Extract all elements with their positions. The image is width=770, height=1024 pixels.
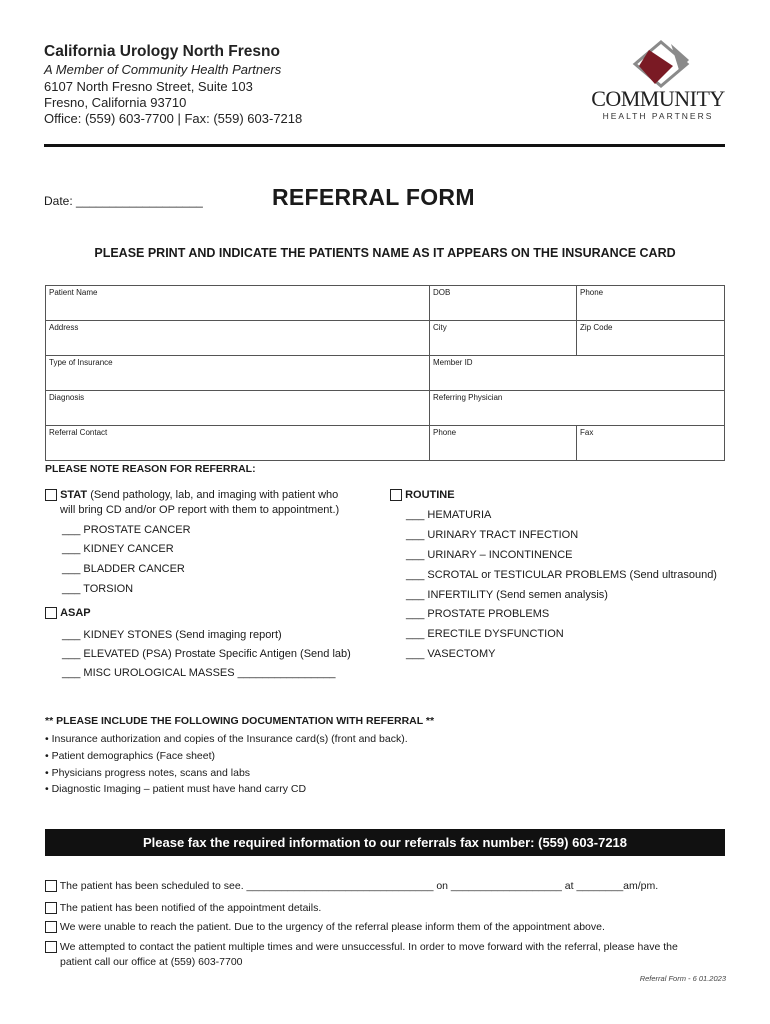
routine-item[interactable]: ___ PROSTATE PROBLEMS (406, 608, 550, 620)
asap-checkbox[interactable] (45, 607, 57, 619)
followup-continuation: patient call our office at (559) 603-7700 (60, 956, 243, 968)
form-title: REFERRAL FORM (272, 184, 475, 210)
documentation-item: • Physicians progress notes, scans and labs (45, 767, 251, 779)
asap-item[interactable]: ___ ELEVATED (PSA) Prostate Specific Antigen (Send lab) (62, 648, 351, 660)
header-divider (44, 144, 725, 147)
form-version: Referral Form - 6 01.2023 (639, 974, 726, 983)
documentation-item: • Insurance authorization and copies of the Insurance card(s) (front and back). (45, 733, 408, 745)
patient-name-field[interactable]: Patient Name (46, 286, 430, 321)
address-line-1: 6107 North Fresno Street, Suite 103 (44, 79, 253, 94)
routine-label: ROUTINE (405, 489, 455, 501)
followup-checkbox[interactable] (45, 941, 57, 953)
followup-notified[interactable] (45, 902, 321, 914)
routine-checkbox[interactable] (390, 489, 402, 501)
followup-checkbox[interactable] (45, 902, 57, 914)
city-field[interactable]: City (430, 321, 577, 356)
stat-note-continued: will bring CD and/or OP report with them to appointment.) (60, 504, 340, 516)
logo-subtext: HEALTH PARTNERS (602, 111, 714, 121)
documentation-heading: ** PLEASE INCLUDE THE FOLLOWING DOCUMENTATION WITH REFERRAL ** (45, 715, 435, 727)
routine-item[interactable]: ___ SCROTAL or TESTICULAR PROBLEMS (Send ultrasound) (406, 569, 717, 581)
referring-physician-field[interactable]: Referring Physician (430, 391, 725, 426)
routine-item[interactable]: ___ HEMATURIA (406, 509, 492, 521)
reason-heading: PLEASE NOTE REASON FOR REFERRAL: (45, 463, 256, 475)
followup-unable[interactable] (45, 921, 605, 933)
asap-label: ASAP (60, 607, 91, 619)
stat-option[interactable] (45, 489, 338, 501)
insurance-field[interactable]: Type of Insurance (46, 356, 430, 391)
diagnosis-field[interactable]: Diagnosis (46, 391, 430, 426)
stat-item[interactable]: ___ TORSION (62, 583, 134, 595)
zip-field[interactable]: Zip Code (577, 321, 725, 356)
stat-item[interactable]: ___ BLADDER CANCER (62, 563, 185, 575)
routine-item[interactable]: ___ INFERTILITY (Send semen analysis) (406, 589, 608, 601)
date-field[interactable]: Date: ___________________ (44, 194, 203, 208)
stat-item[interactable]: ___ PROSTATE CANCER (62, 524, 191, 536)
contact-phone-field[interactable]: Phone (430, 426, 577, 461)
asap-option[interactable] (45, 607, 91, 619)
phone-fax-line: Office: (559) 603-7700 | Fax: (559) 603-7218 (44, 111, 303, 126)
followup-checkbox[interactable] (45, 921, 57, 933)
routine-item[interactable]: ___ ERECTILE DYSFUNCTION (406, 628, 564, 640)
followup-checkbox[interactable] (45, 880, 57, 892)
stat-note: (Send pathology, lab, and imaging with patient who (90, 489, 339, 501)
dob-field[interactable]: DOB (430, 286, 577, 321)
followup-attempted[interactable] (45, 941, 678, 953)
documentation-item: • Patient demographics (Face sheet) (45, 750, 216, 762)
member-line: A Member of Community Health Partners (44, 62, 282, 77)
phone-field[interactable]: Phone (577, 286, 725, 321)
patient-info-table (45, 285, 725, 461)
followup-scheduled[interactable] (45, 880, 658, 892)
community-health-logo (583, 36, 733, 126)
referral-contact-field[interactable]: Referral Contact (46, 426, 430, 461)
followup-text: The patient has been notified of the appointment details. (59, 902, 322, 914)
stat-label: STAT (60, 489, 88, 501)
address-field[interactable]: Address (46, 321, 430, 356)
stat-item[interactable]: ___ KIDNEY CANCER (62, 543, 174, 555)
asap-item[interactable]: ___ MISC UROLOGICAL MASSES ________________ (62, 667, 336, 679)
routine-option[interactable] (390, 489, 455, 501)
practice-name: California Urology North Fresno (44, 43, 280, 60)
documentation-item: • Diagnostic Imaging – patient must have hand carry CD (45, 783, 307, 795)
followup-text: The patient has been scheduled to see. ________________________________ on ___________________ at ________am/pm. (59, 880, 659, 892)
followup-text: We attempted to contact the patient multiple times and were unsuccessful. In order to move forward with the referral, please have the (59, 941, 678, 953)
address-line-2: Fresno, California 93710 (44, 95, 187, 110)
routine-item[interactable]: ___ URINARY TRACT INFECTION (406, 529, 579, 541)
routine-item[interactable]: ___ VASECTOMY (406, 648, 496, 660)
fax-banner: Please fax the required information to our referrals fax number: (559) 603-7218 (45, 829, 725, 856)
stat-checkbox[interactable] (45, 489, 57, 501)
member-id-field[interactable]: Member ID (430, 356, 725, 391)
print-instruction: PLEASE PRINT AND INDICATE THE PATIENTS NAME AS IT APPEARS ON THE INSURANCE CARD (94, 246, 676, 260)
routine-item[interactable]: ___ URINARY – INCONTINENCE (406, 549, 573, 561)
contact-fax-field[interactable]: Fax (577, 426, 725, 461)
asap-item[interactable]: ___ KIDNEY STONES (Send imaging report) (62, 629, 282, 641)
followup-text: We were unable to reach the patient. Due to the urgency of the referral please inform them of the appointment above. (59, 921, 605, 933)
logo-wordmark: COMMUNITY (591, 86, 725, 111)
